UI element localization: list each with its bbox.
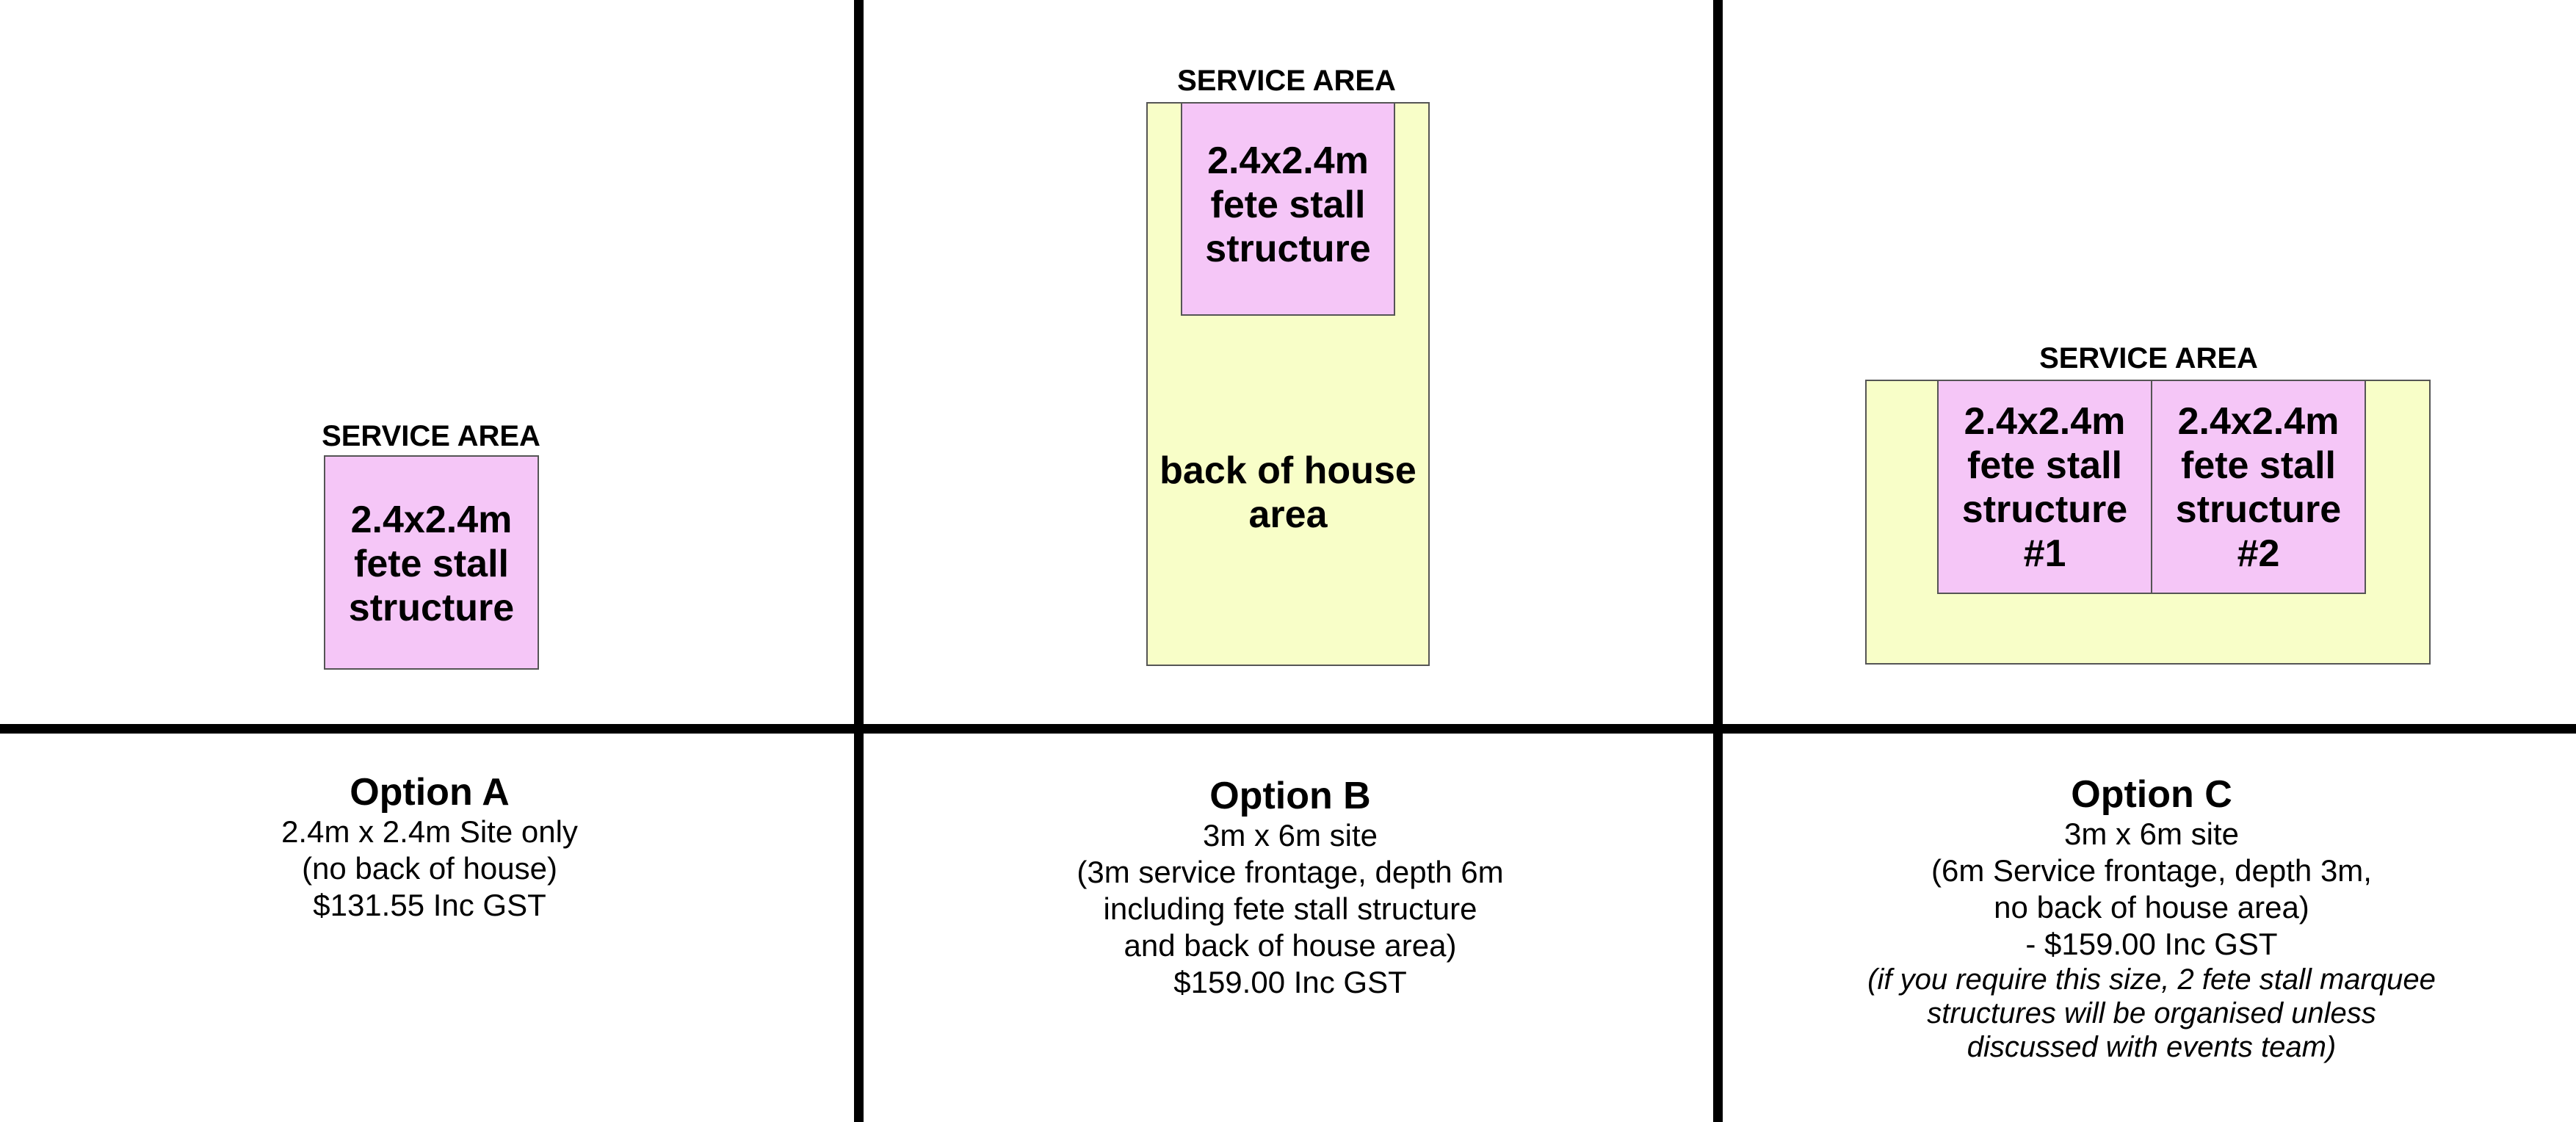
note: (if you require this size, 2 fete stall marquee — [1867, 963, 2436, 996]
column-divider-1 — [854, 0, 864, 1122]
back-of-house-label: back of house area — [1159, 449, 1417, 536]
note: discussed with events team) — [1967, 1031, 2337, 1063]
option-title: Option A — [350, 771, 510, 814]
service-area-label: SERVICE AREA — [1177, 65, 1396, 97]
fete-stall-structure-1 — [1937, 380, 2152, 594]
price: $131.55 Inc GST — [313, 888, 546, 922]
price: $159.00 Inc GST — [1173, 965, 1407, 999]
fete-stall-structure-2 — [2151, 380, 2366, 594]
option-title: Option C — [2071, 773, 2232, 816]
price: - $159.00 Inc GST — [2025, 927, 2278, 961]
column-divider-2 — [1713, 0, 1723, 1122]
structure-label: 2.4x2.4m fete stall structure #2 — [2175, 400, 2342, 575]
note: structures will be organised unless — [1927, 997, 2376, 1029]
row-divider — [0, 724, 2576, 734]
option-b-description: Option B 3m x 6m site (3m service frontage, depth 6m including fete stall structure and back of house area) $159.00 Inc GST — [1077, 775, 1504, 999]
option-title: Option B — [1209, 775, 1371, 817]
structure-label: 2.4x2.4m fete stall structure — [348, 499, 515, 629]
fete-stall-structure — [324, 455, 539, 670]
option-a-description: Option A 2.4m x 2.4m Site only (no back of house) $131.55 Inc GST — [281, 771, 578, 922]
service-area-label: SERVICE AREA — [2039, 342, 2258, 374]
service-area-label: SERVICE AREA — [322, 420, 540, 452]
option-c-description: Option C 3m x 6m site (6m Service frontage, depth 3m, no back of house area) - $159.00 Inc GST (if you require this size, 2 fete stall marquee structures will be organised unless discussed with events team) — [1867, 773, 2436, 1063]
fete-stall-structure — [1181, 102, 1395, 316]
structure-label: 2.4x2.4m fete stall structure — [1205, 140, 1371, 270]
structure-label: 2.4x2.4m fete stall structure #1 — [1961, 400, 2128, 575]
